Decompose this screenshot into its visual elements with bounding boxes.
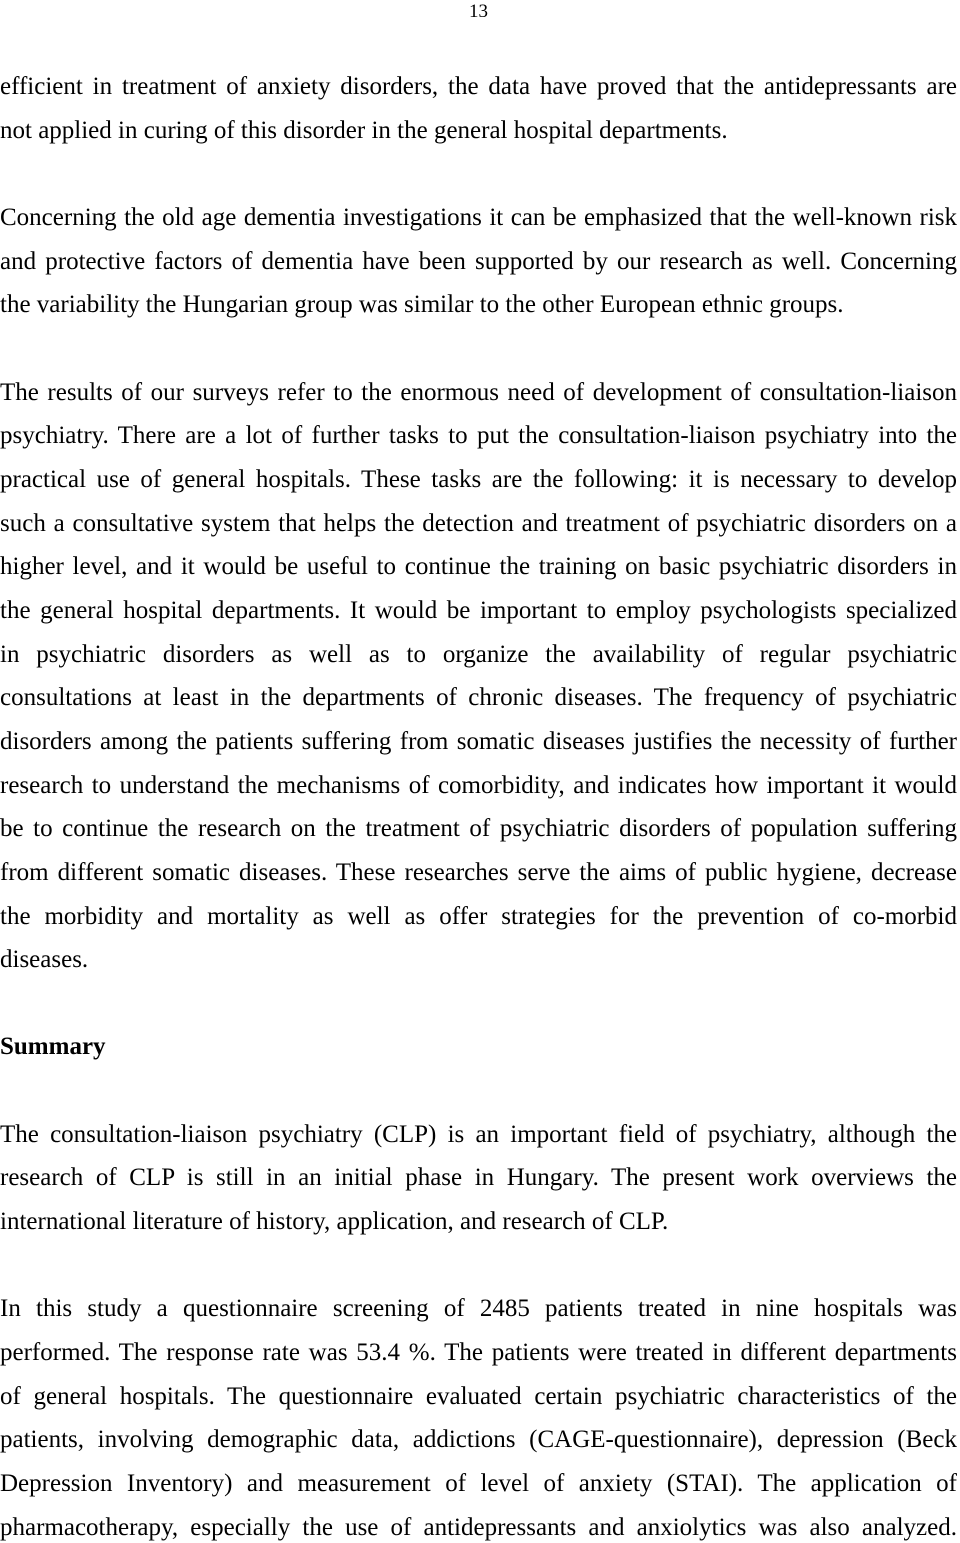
paragraph-line: and protective factors of dementia have been supported by our research as well. Concerning: [0, 247, 957, 275]
summary-heading-block: [0, 1033, 957, 1061]
paragraph-dementia: [0, 204, 957, 319]
page-number: 13: [469, 1, 488, 22]
section-heading-summary: Summary: [0, 1033, 106, 1061]
paragraph-line: the general hospital departments. It would be important to employ psychologists specialized: [0, 596, 957, 624]
paragraph-line: in psychiatric disorders as well as to organize the availability of regular psychiatric: [0, 640, 957, 668]
paragraph-line: such a consultative system that helps the detection and treatment of psychiatric disorders on a: [0, 509, 957, 537]
paragraph-line: international literature of history, application, and research of CLP.: [0, 1208, 669, 1236]
paragraph-results: [0, 379, 957, 975]
paragraph-line: Concerning the old age dementia investigations it can be emphasized that the well-known risk: [0, 203, 957, 231]
paragraph-line: research to understand the mechanisms of comorbidity, and indicates how important it would: [0, 771, 957, 799]
paragraph-line: disorders among the patients suffering from somatic diseases justifies the necessity of further: [0, 727, 957, 755]
paragraph-line: diseases.: [0, 946, 89, 974]
paragraph-line: the morbidity and mortality as well as offer strategies for the prevention of co-morbid: [0, 902, 957, 930]
paragraph-line: practical use of general hospitals. These tasks are the following: it is necessary to develop: [0, 465, 957, 493]
paragraph-line: higher level, and it would be useful to continue the training on basic psychiatric disorders in: [0, 553, 957, 581]
paragraph-line: of general hospitals. The questionnaire evaluated certain psychiatric characteristics of the: [0, 1382, 957, 1410]
paragraph-line: psychiatry. There are a lot of further tasks to put the consultation-liaison psychiatry into the: [0, 422, 957, 450]
paragraph-line: the variability the Hungarian group was similar to the other European ethnic groups.: [0, 291, 844, 319]
paragraph-line: The consultation-liaison psychiatry (CLP) is an important field of psychiatry, although the: [0, 1120, 957, 1148]
paragraph-line: pharmacotherapy, especially the use of antidepressants and anxiolytics was also analyzed.: [0, 1513, 957, 1541]
paragraph-continuation: [0, 73, 957, 145]
paragraph-line: patients, involving demographic data, addictions (CAGE-questionnaire), depression (Beck: [0, 1426, 957, 1454]
page-body: [0, 73, 957, 1542]
paragraph-study: [0, 1295, 957, 1541]
paragraph-line: be to continue the research on the treatment of psychiatric disorders of population suffering: [0, 815, 957, 843]
paragraph-summary-intro: [0, 1121, 957, 1236]
paragraph-line: performed. The response rate was 53.4 %. The patients were treated in different departments: [0, 1339, 957, 1367]
paragraph-line: Depression Inventory) and measurement of level of anxiety (STAI). The application of: [0, 1470, 957, 1498]
paragraph-line: not applied in curing of this disorder in the general hospital departments.: [0, 116, 728, 144]
paragraph-line: efficient in treatment of anxiety disorders, the data have proved that the antidepressants are: [0, 73, 957, 100]
paragraph-line: In this study a questionnaire screening of 2485 patients treated in nine hospitals was: [0, 1295, 957, 1323]
paragraph-line: consultations at least in the departments of chronic diseases. The frequency of psychiatric: [0, 684, 957, 712]
paragraph-line: from different somatic diseases. These researches serve the aims of public hygiene, decrease: [0, 858, 957, 886]
paragraph-line: The results of our surveys refer to the enormous need of development of consultation-liaison: [0, 378, 957, 406]
paragraph-line: research of CLP is still in an initial phase in Hungary. The present work overviews the: [0, 1164, 957, 1192]
